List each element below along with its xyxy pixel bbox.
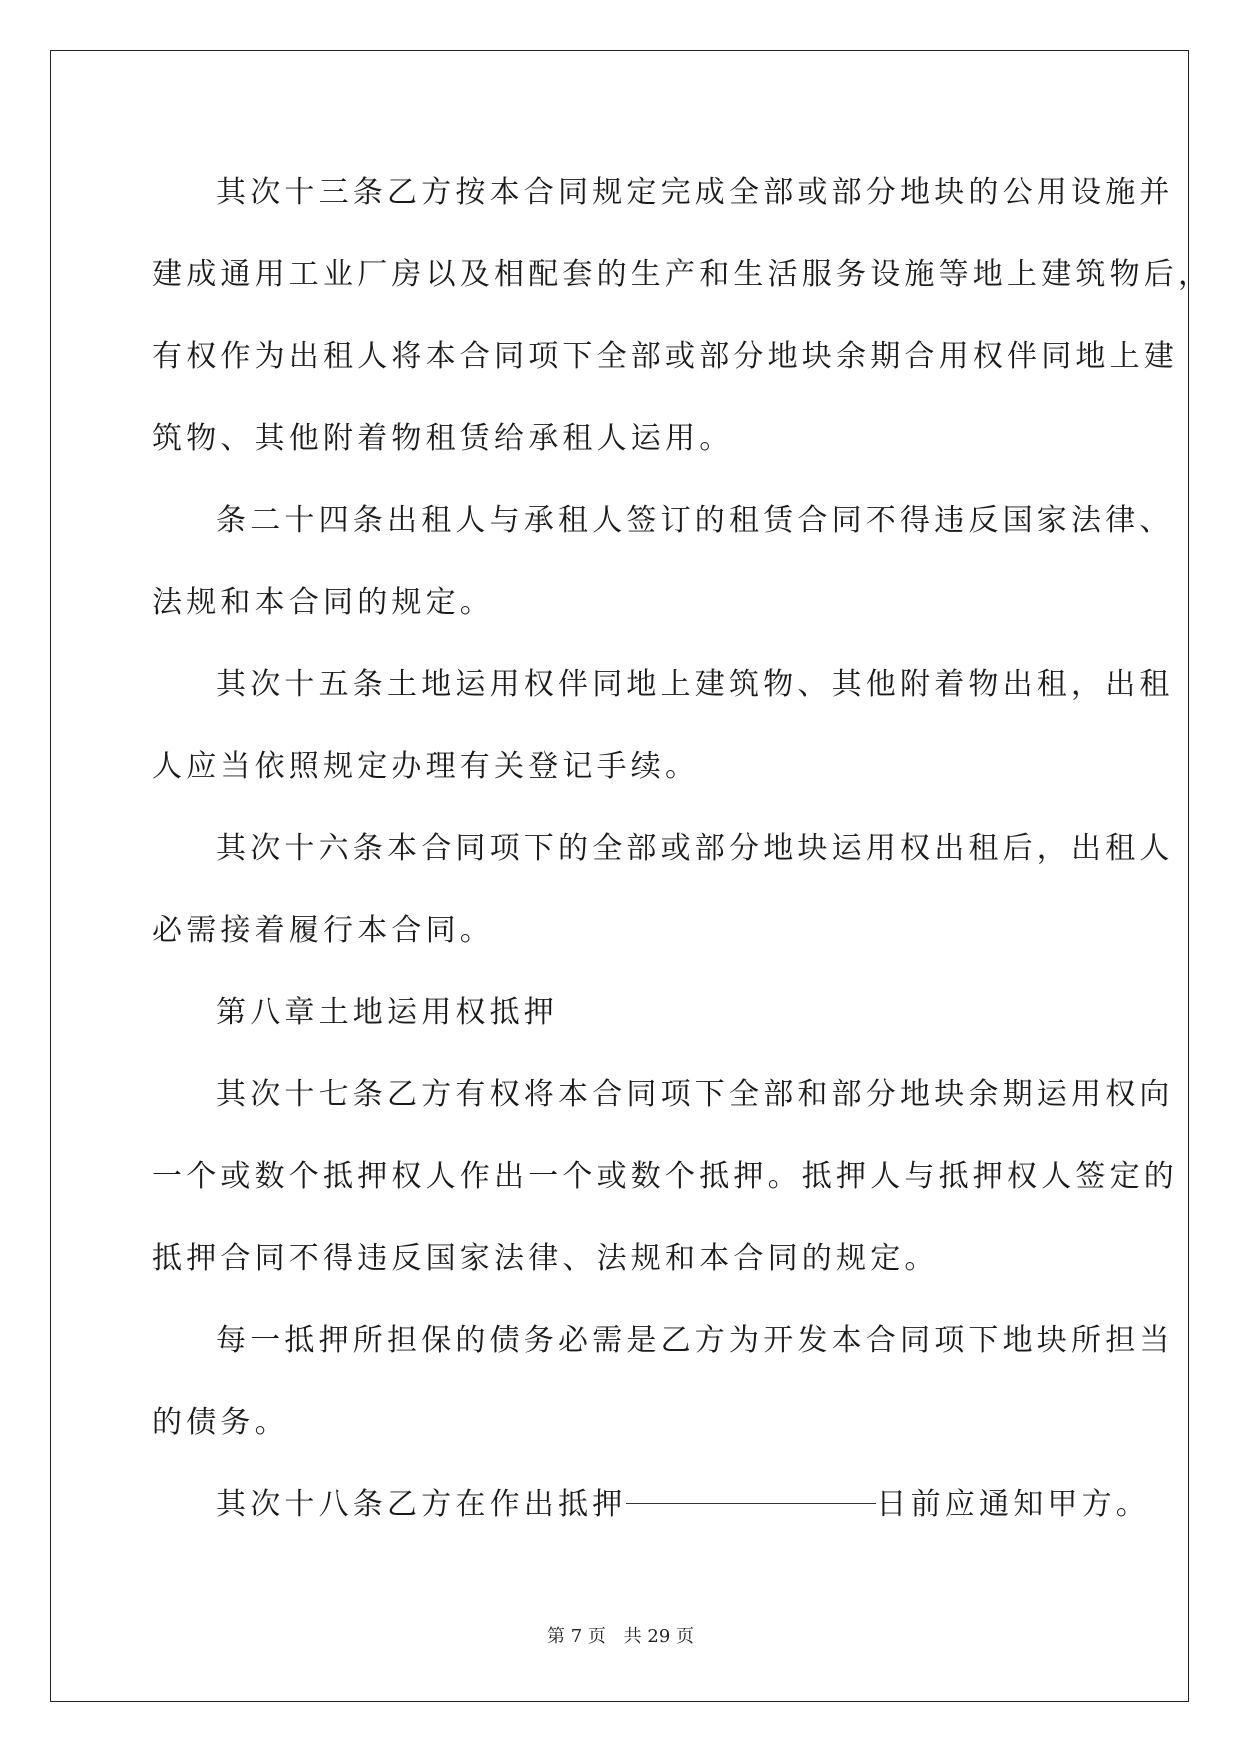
paragraph-line: 法规和本合同的规定。 xyxy=(152,585,494,620)
paragraph-line: 一个或数个抵押权人作出一个或数个抵押。抵押人与抵押权人签定的 xyxy=(152,1159,1178,1194)
text-before-blank: 其次十八条乙方在作出抵押 xyxy=(216,1487,627,1522)
paragraph-line: 其次十六条本合同项下的全部或部分地块运用权出租后，出租人 xyxy=(216,831,1174,866)
paragraph-line: 抵押合同不得违反国家法律、法规和本合同的规定。 xyxy=(152,1241,939,1276)
paragraph-line-with-blank xyxy=(152,1470,1151,1552)
paragraph-line: 每一抵押所担保的债务必需是乙方为开发本合同项下地块所担当 xyxy=(216,1323,1174,1358)
fill-in-blank xyxy=(626,1502,876,1504)
chapter-heading: 第八章土地运用权抵押 xyxy=(216,995,558,1030)
page-number: 第 7 页 xyxy=(547,1626,606,1647)
text-after-blank: 日前应通知甲方。 xyxy=(876,1487,1151,1522)
paragraph-line: 人应当依照规定办理有关登记手续。 xyxy=(152,749,700,784)
paragraph-line: 必需接着履行本合同。 xyxy=(152,913,494,948)
paragraph-line: 筑物、其他附着物租赁给承租人运用。 xyxy=(152,421,734,456)
paragraph-line: 的债务。 xyxy=(152,1405,289,1440)
document-body xyxy=(152,158,1213,1552)
paragraph-line: 其次十五条土地运用权伴同地上建筑物、其他附着物出租，出租 xyxy=(216,667,1174,702)
paragraph-line: 条二十四条出租人与承租人签订的租赁合同不得违反国家法律、 xyxy=(216,503,1174,538)
paragraph-line: 建成通用工业厂房以及相配套的生产和生活服务设施等地上建筑物后， xyxy=(152,257,1213,292)
page-footer xyxy=(0,1622,1241,1648)
paragraph-line: 其次十七条乙方有权将本合同项下全部和部分地块余期运用权向 xyxy=(216,1077,1174,1112)
total-pages: 共 29 页 xyxy=(623,1626,694,1647)
paragraph-line: 有权作为出租人将本合同项下全部或部分地块余期合用权伴同地上建 xyxy=(152,339,1178,374)
paragraph-line: 其次十三条乙方按本合同规定完成全部或部分地块的公用设施并 xyxy=(216,175,1174,210)
